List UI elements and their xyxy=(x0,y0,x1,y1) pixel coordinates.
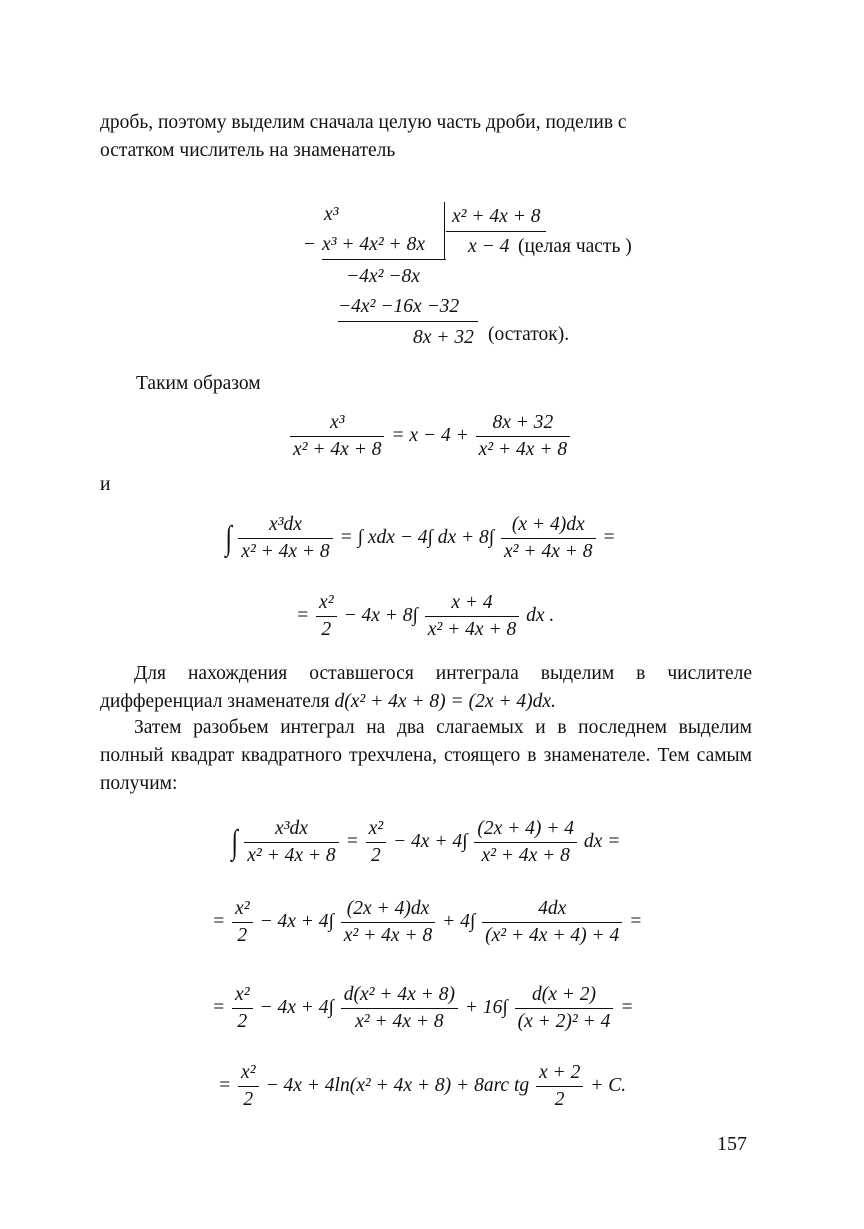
division-remainder-note: (остаток). xyxy=(488,324,570,345)
f1-d3: x² + 4x + 8 xyxy=(481,845,570,866)
f4-lead: = xyxy=(218,1074,232,1096)
f1-n2: x² xyxy=(366,818,387,843)
f2-n3: 4dx xyxy=(482,898,622,923)
eq2-l1-den2: x² + 4x + 8 xyxy=(504,541,593,562)
f3-n3: d(x + 2) xyxy=(515,984,614,1009)
final-line-4 xyxy=(218,1062,626,1111)
f3-mid2: + 16∫ xyxy=(464,996,508,1018)
f2-d3: (x² + 4x + 4) + 4 xyxy=(485,925,620,946)
f3-lead: = xyxy=(212,996,226,1018)
eq2-l1-num2: (x + 4)dx xyxy=(501,514,595,539)
f3-mid: − 4x + 4∫ xyxy=(259,996,334,1018)
page-number: 157 xyxy=(717,1133,747,1155)
eq2-l2-den: 2 xyxy=(321,619,332,640)
equation-2-line-2 xyxy=(296,592,554,641)
f2-d2: x² + 4x + 8 xyxy=(343,925,433,946)
division-subtrahend-1: x³ + 4x² + 8x xyxy=(322,234,425,255)
f1-mid: − 4x + 4∫ xyxy=(393,830,468,852)
division-bar xyxy=(444,202,445,260)
final-line-1 xyxy=(232,818,620,867)
f4-n2: x + 2 xyxy=(536,1062,583,1087)
eq2-l1-tail: = xyxy=(602,526,616,548)
division-row-2: −4x² −8x xyxy=(346,266,420,287)
f3-n1: x² xyxy=(232,984,253,1009)
f2-tail: = xyxy=(629,910,643,932)
division-rule-2 xyxy=(338,321,478,322)
paragraph-3: Затем разобьем интеграл на два слагаемых и в последнем выделим полный квадрат квадратного трехчлена, стоящего в знаменателе. Тем самым получим: xyxy=(100,717,752,794)
integral-sign: ∫ xyxy=(225,519,232,557)
f3-d2: x² + 4x + 8 xyxy=(355,1011,444,1032)
f1-d2: 2 xyxy=(370,845,381,866)
eq2-l2-num2: x + 4 xyxy=(425,592,519,617)
eq2-l2-lead: = xyxy=(296,604,310,626)
division-row-3: −4x² −16x −32 xyxy=(338,296,460,317)
eq2-l2-tail: dx . xyxy=(526,604,555,626)
f2-mid2: + 4∫ xyxy=(442,910,476,932)
eq1-den2: x² + 4x + 8 xyxy=(478,439,568,460)
division-quotient-note: (целая часть ) xyxy=(518,236,632,257)
f1-den: x² + 4x + 8 xyxy=(247,845,336,866)
f2-mid: − 4x + 4∫ xyxy=(259,910,334,932)
and-label: и xyxy=(100,474,111,495)
f2-lead: = xyxy=(212,910,226,932)
division-rule-1 xyxy=(322,259,446,260)
f3-d1: 2 xyxy=(237,1011,248,1032)
division-divisor-rule xyxy=(446,231,546,232)
f3-tail: = xyxy=(620,996,634,1018)
intro-line-1: дробь, поэтому выделим сначала целую часть дроби, поделив с xyxy=(100,112,627,133)
eq1-num2: 8x + 32 xyxy=(476,412,570,437)
division-divisor: x² + 4x + 8 xyxy=(452,206,541,227)
eq2-l2-num: x² xyxy=(316,592,337,617)
eq2-l1-den: x² + 4x + 8 xyxy=(241,541,330,562)
division-quotient: x − 4 xyxy=(468,236,510,257)
f4-d1: 2 xyxy=(243,1089,254,1110)
f4-n1: x² xyxy=(238,1062,259,1087)
eq1-mid: = x − 4 + xyxy=(391,424,469,446)
f2-n2: (2x + 4)dx xyxy=(341,898,435,923)
f1-eq: = xyxy=(345,830,359,852)
f1-num: x³dx xyxy=(244,818,338,843)
eq2-l2-mid: − 4x + 8∫ xyxy=(343,604,418,626)
f3-n2: d(x² + 4x + 8) xyxy=(341,984,458,1009)
division-dividend: x³ xyxy=(324,204,339,225)
eq1-den: x² + 4x + 8 xyxy=(293,439,382,460)
f1-n3: (2x + 4) + 4 xyxy=(474,818,577,843)
equation-1 xyxy=(288,412,572,461)
f2-n1: x² xyxy=(232,898,253,923)
f4-tail: + C. xyxy=(590,1074,627,1096)
f3-d3: (x + 2)² + 4 xyxy=(517,1011,611,1032)
f2-d1: 2 xyxy=(237,925,248,946)
eq1-num: x³ xyxy=(290,412,384,437)
eq2-l1-num: x³dx xyxy=(238,514,332,539)
f4-d2: 2 xyxy=(554,1089,565,1110)
f1-tail: dx = xyxy=(583,830,621,852)
f4-mid: − 4x + 4ln(x² + 4x + 8) + 8arc tg xyxy=(265,1074,530,1096)
para2-formula: d(x² + 4x + 8) = (2x + 4)dx. xyxy=(334,691,556,712)
division-remainder: 8x + 32 xyxy=(413,327,474,348)
integral-sign: ∫ xyxy=(231,823,238,861)
paragraph-2 xyxy=(100,660,752,716)
thus-label: Таким образом xyxy=(136,373,261,394)
final-line-3 xyxy=(212,984,633,1033)
division-minus: − xyxy=(304,234,315,255)
para2-text: Для нахождения оставшегося интеграла выделим в числителе дифференциал знаменателя xyxy=(100,663,752,712)
final-line-2 xyxy=(212,898,642,947)
eq2-l1-mid: = ∫ xdx − 4∫ dx + 8∫ xyxy=(339,526,495,548)
intro-line-2: остатком числитель на знаменатель xyxy=(100,140,396,161)
eq2-l2-den2: x² + 4x + 8 xyxy=(427,619,517,640)
equation-2-line-1 xyxy=(226,514,616,563)
